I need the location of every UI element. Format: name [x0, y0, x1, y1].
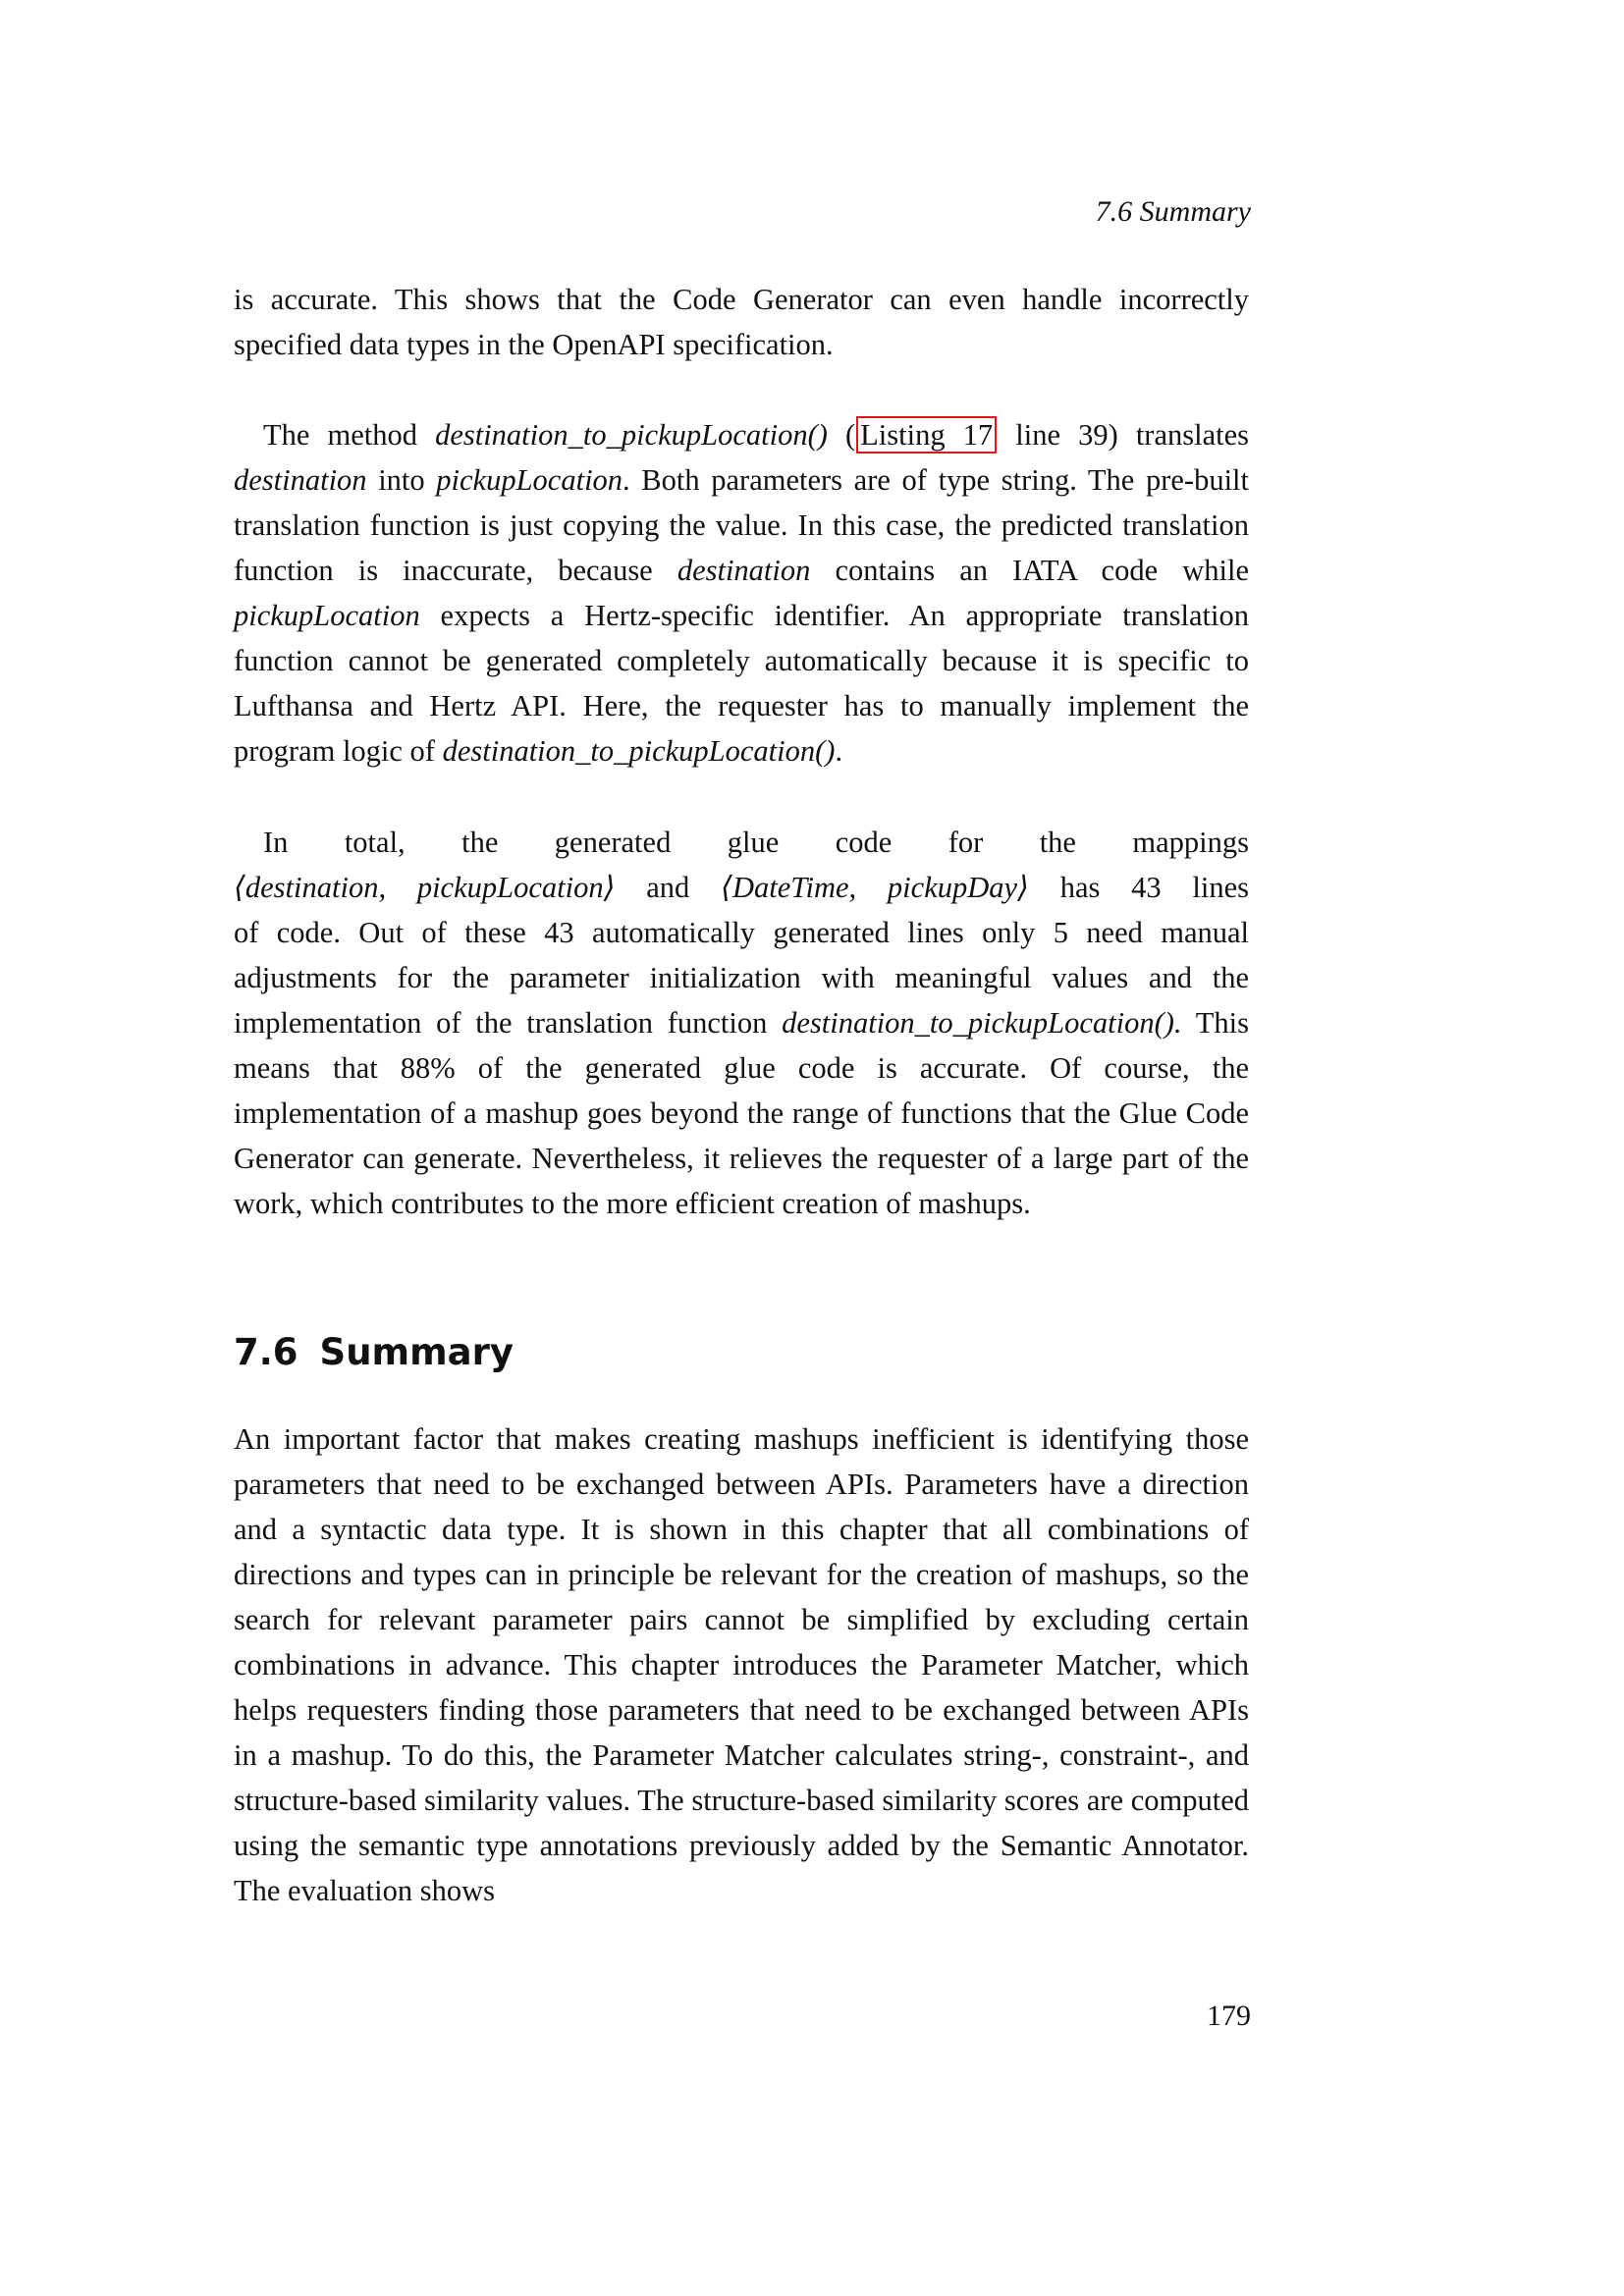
method-name: destination_to_pickupLocation() [442, 734, 836, 768]
text-segment: contains an IATA code while [810, 554, 1249, 587]
text-segment: has 43 lines [1028, 871, 1249, 904]
parameter-name: pickupLocation [234, 599, 420, 632]
method-name: destination_to_pickupLocation(). [782, 1006, 1182, 1040]
mapping-tuple: ⟨DateTime, pickupDay⟩ [721, 871, 1029, 904]
section-title: Summary [319, 1331, 514, 1373]
parameter-name: destination [677, 554, 811, 587]
paragraph-summary [234, 1416, 1249, 1913]
text-segment: into [366, 463, 437, 497]
text-segment: . Both parameters are of type string. The pre-built translation function is just copying the value. In this case, the predicted translation function is inaccurate, because [234, 463, 1249, 587]
section-number: 7.6 [234, 1331, 298, 1373]
listing-link[interactable]: Listing 17 [856, 416, 997, 454]
method-name: destination_to_pickupLocation() [435, 418, 828, 452]
text-segment: ( [827, 418, 856, 452]
running-header: 7.6 Summary [1095, 195, 1251, 228]
paragraph-translation-method [234, 412, 1249, 774]
text-segment: and [615, 871, 722, 904]
text-segment: line 39) translates [998, 418, 1250, 452]
parameter-name: destination [234, 463, 367, 497]
paragraph-glue-code-total [234, 820, 1249, 1226]
summary-text: An important factor that makes creating mashups inefficient is identifying those parameters that need to be exchanged between APIs. Parameters have a direction and a syntactic data type. It is shown in this chapter that all combinations of directions and types can in principle be relevant for the creation of mashups, so the search for relevant parameter pairs cannot be simplified by excluding certain combinations in advance. This chapter introduces the Parameter Matcher, which helps requesters finding those parameters that need to be exchanged between APIs in a mashup. To do this, the Parameter Matcher calculates string-, constraint-, and structure-based similarity values. The structure-based similarity scores are computed using the semantic type annotations previously added by the Semantic Annotator. The evaluation shows [234, 1422, 1249, 1907]
text-segment: The method [263, 418, 436, 452]
parameter-name: pickupLocation [436, 463, 623, 497]
continuation-text: is accurate. This shows that the Code Generator can even handle incorrectly specified data types in the OpenAPI specification. [234, 283, 1249, 361]
text-segment: expects a Hertz-specific identifier. An appropriate translation function cannot be generated completely automatically because it is specific to Lufthansa and Hertz API. Here, the requester has to manually implement the program logic of [234, 599, 1249, 768]
text-segment: This means that 88% of the generated glue code is accurate. Of course, the implementation of a mashup goes beyond the range of functions that the Glue Code Generator can generate. Nevertheless, it relieves the requester of a large part of the work, which contributes to the more efficient creation of mashups. [234, 1006, 1249, 1220]
mapping-tuple: ⟨destination, pickupLocation⟩ [234, 871, 616, 904]
page-number: 179 [1207, 2000, 1251, 2032]
text-segment: . [835, 734, 843, 768]
text-segment: of code. Out of these 43 automatically generated lines only 5 need manual adjustments for the parameter initialization with meaningful values and the implementation of the translation function [234, 916, 1249, 1040]
glue-code-first-line: In total, the generated glue code for the mappings [263, 826, 1249, 859]
paragraph-continuation [234, 277, 1249, 367]
section-heading [234, 1330, 514, 1375]
